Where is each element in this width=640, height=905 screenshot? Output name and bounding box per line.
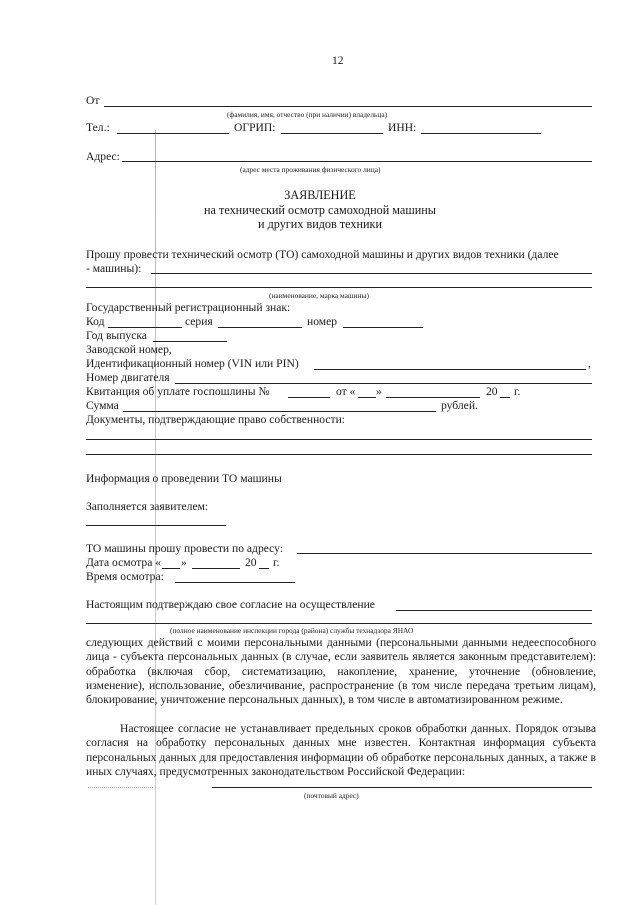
filled-by-input-line[interactable] <box>86 525 226 526</box>
number-label: номер <box>307 315 338 328</box>
page-number: 12 <box>332 54 344 67</box>
scan-artifact-line <box>155 130 156 905</box>
inspection-day-input-line[interactable] <box>162 568 180 569</box>
year-label: Год выпуска <box>86 329 147 342</box>
receipt-year-prefix: 20 <box>486 385 498 398</box>
receipt-year-input-line[interactable] <box>500 397 510 398</box>
series-label: серия <box>185 315 213 328</box>
machine-name-input-line-2[interactable] <box>86 287 592 288</box>
inspection-address-label: ТО машины прошу провести по адресу: <box>86 542 284 555</box>
inspectorate-input-line-2[interactable] <box>86 623 592 624</box>
sum-label: Сумма <box>86 399 119 412</box>
ogrip-input-line[interactable] <box>281 133 383 134</box>
receipt-from-label: от « <box>336 385 356 398</box>
from-label: От <box>86 94 100 107</box>
code-label: Код <box>86 315 105 328</box>
postal-address-dotted-line <box>88 787 153 788</box>
inspectorate-input-line-1[interactable] <box>396 610 592 611</box>
inn-input-line[interactable] <box>421 133 541 134</box>
receipt-year-suffix: г. <box>514 385 521 398</box>
inspection-year-input-line[interactable] <box>259 568 269 569</box>
consent-intro: Настоящим подтверждаю свое согласие на осуществление <box>86 598 375 611</box>
postal-address-caption: (почтовый адрес) <box>304 791 359 800</box>
inspection-time-input-line[interactable] <box>175 582 295 583</box>
reg-sign-label: Государственный регистрационный знак: <box>86 301 291 314</box>
inspection-date-label: Дата осмотра « <box>86 556 162 569</box>
document-subtitle-1: на технический осмотр самоходной машины <box>204 203 436 217</box>
sum-input-line[interactable] <box>123 411 436 412</box>
machine-name-input-line-1[interactable] <box>151 273 592 274</box>
year-input-line[interactable] <box>153 341 227 342</box>
phone-label: Тел.: <box>86 121 110 134</box>
from-input-line[interactable] <box>104 106 592 107</box>
phone-input-line[interactable] <box>117 133 229 134</box>
postal-address-input-line[interactable] <box>212 787 592 788</box>
address-caption: (адрес места проживания физического лица) <box>240 165 381 174</box>
machine-caption: (наименование, марка машины) <box>269 291 369 300</box>
engine-number-input-line[interactable] <box>175 383 592 384</box>
vin-comma: , <box>588 357 591 370</box>
inspection-address-input-line[interactable] <box>297 553 592 554</box>
request-text-line1: Прошу провести технический осмотр (ТО) самоходной машины и других видов техники (далее <box>86 248 559 261</box>
code-input-line[interactable] <box>108 327 182 328</box>
ogrip-label: ОГРИП: <box>234 121 276 134</box>
ownership-docs-input-line-1[interactable] <box>86 439 592 440</box>
filled-by-label: Заполняется заявителем: <box>86 500 209 513</box>
receipt-month-input-line[interactable] <box>386 397 480 398</box>
inspection-time-label: Время осмотра: <box>86 570 164 583</box>
inspection-year-prefix: 20 <box>245 556 257 569</box>
inspectorate-caption: (полное наименование инспекции города (района) службы технадзора ЯНАО <box>170 626 414 635</box>
document-subtitle-2: и других видов техники <box>258 217 382 231</box>
ownership-docs-input-line-2[interactable] <box>86 454 592 455</box>
receipt-quote: » <box>376 385 382 398</box>
rub-label: рублей. <box>441 399 478 412</box>
document-title: ЗАЯВЛЕНИЕ <box>284 188 356 202</box>
from-caption: (фамилия, имя, отчество (при наличии) владельца) <box>227 110 388 119</box>
engine-number-label: Номер двигателя <box>86 371 170 384</box>
inspection-date-quote: » <box>181 556 187 569</box>
ownership-docs-label: Документы, подтверждающие право собственности: <box>86 413 346 426</box>
factory-number-label: Заводской номер, <box>86 343 172 356</box>
receipt-label: Квитанция об уплате госпошлины № <box>86 385 270 398</box>
consent-paragraph-1: следующих действий с моими персональными данными (персональными данными недееспособного лица - субъекта персональных данных (в случае, если заявитель является законным представителем): обработка (включая сбор, систематизацию, накопление, хранение, уточнение (обновление, изменение), использование, обезличивание, распространение (в том числе передача третьим лицам), блокирование, уничтожение персональных данных), в том числе в автоматизированном режиме. <box>86 636 596 707</box>
number-input-line[interactable] <box>343 327 423 328</box>
address-label: Адрес: <box>86 150 120 163</box>
inspection-month-input-line[interactable] <box>192 568 240 569</box>
request-text-line2: - машины): <box>86 262 142 275</box>
address-input-line[interactable] <box>122 161 592 162</box>
consent-paragraph-2: Настоящее согласие не устанавливает предельных сроков обработки данных. Порядок отзыва согласия на обработку персональных данных мне известен. Контактная информация субъекта персональных данных для предоставления информации об обработке персональных данных, а также в иных случаях, предусмотренных законодательством Российской Федерации: <box>86 722 596 778</box>
receipt-number-input-line[interactable] <box>288 397 330 398</box>
vin-input-line[interactable] <box>314 369 586 370</box>
inn-label: ИНН: <box>388 121 417 134</box>
vin-label: Идентификационный номер (VIN или PIN) <box>86 357 299 370</box>
inspection-year-suffix: г. <box>273 556 280 569</box>
receipt-day-input-line[interactable] <box>358 397 376 398</box>
info-heading: Информация о проведении ТО машины <box>86 472 282 485</box>
series-input-line[interactable] <box>218 327 302 328</box>
